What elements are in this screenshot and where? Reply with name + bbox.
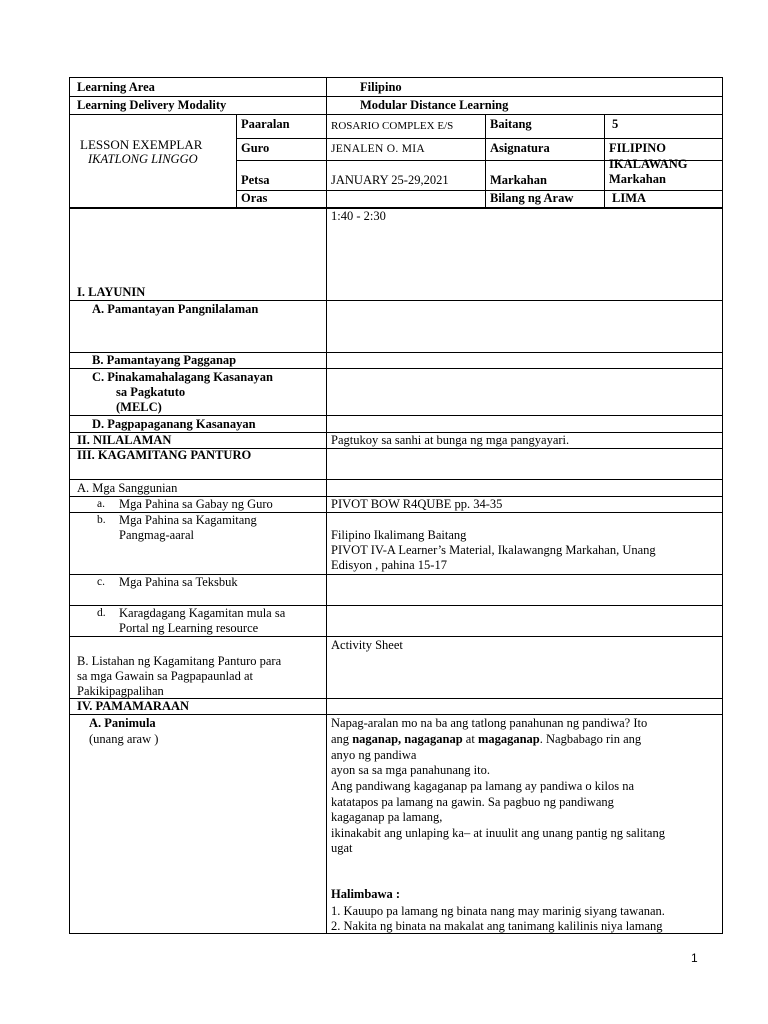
- row-divider: [69, 114, 723, 115]
- row-divider: [69, 96, 723, 97]
- markahan-value-line2: Markahan: [609, 172, 666, 186]
- layunin-d: D. Pagpapaganang Kasanayan: [92, 417, 256, 431]
- baitang-label: Baitang: [490, 117, 532, 131]
- bilang-value: LIMA: [612, 191, 647, 205]
- panimula-sub: (unang araw ): [89, 732, 159, 746]
- panimula-heading: A. Panimula: [89, 716, 156, 730]
- modality-label: Learning Delivery Modality: [77, 98, 227, 112]
- listahan-line3: Pakikipagpalihan: [77, 684, 164, 698]
- nilalaman-heading: II. NILALAMAN: [77, 433, 172, 447]
- sanggunian-d-marker: d.: [97, 607, 106, 619]
- sanggunian-b-marker: b.: [97, 514, 106, 526]
- listahan-value: Activity Sheet: [331, 638, 403, 652]
- sanggunian-c-marker: c.: [97, 576, 105, 588]
- row-divider: [69, 368, 723, 369]
- sanggunian-b-value-line1: Filipino Ikalimang Baitang: [331, 528, 467, 542]
- page-number: 1: [691, 951, 698, 965]
- guro-value: JENALEN O. MIA: [331, 143, 425, 155]
- sanggunian-heading: A. Mga Sanggunian: [77, 481, 178, 495]
- panimula-line7: kagaganap pa lamang,: [331, 810, 443, 824]
- panimula-line1: Napag-aralan mo na ba ang tatlong panahunan ng pandiwa? Ito: [331, 716, 648, 730]
- column-divider: [236, 114, 237, 207]
- row-divider: [236, 138, 723, 139]
- column-divider: [485, 114, 486, 207]
- asignatura-label: Asignatura: [490, 141, 550, 155]
- panimula-line9: ugat: [331, 841, 353, 855]
- example-2: 2. Nakita ng binata na makalat ang tanimang kalilinis niya lamang: [331, 919, 663, 933]
- sanggunian-b-value-line2: PIVOT IV-A Learner’s Material, Ikalawangng Markahan, Unang: [331, 543, 656, 557]
- time-value: 1:40 - 2:30: [331, 209, 386, 223]
- example-1: 1. Kauupo pa lamang ng binata nang may marinig siyang tawanan.: [331, 904, 665, 918]
- paaralan-label: Paaralan: [241, 117, 290, 131]
- paaralan-value: ROSARIO COMPLEX E/S: [331, 120, 454, 132]
- sanggunian-b-line1: Mga Pahina sa Kagamitang: [119, 513, 257, 527]
- nilalaman-value: Pagtukoy sa sanhi at bunga ng mga pangyayari.: [331, 433, 570, 447]
- kagamitan-heading: III. KAGAMITANG PANTURO: [77, 448, 252, 462]
- lesson-week: IKATLONG LINGGO: [88, 152, 198, 166]
- sanggunian-d-line2: Portal ng Learning resource: [119, 621, 259, 635]
- panimula-line8: ikinakabit ang unlaping ka– at inuulit ang unang pantig ng salitang: [331, 826, 665, 840]
- column-divider: [604, 114, 605, 207]
- panimula-line3: anyo ng pandiwa: [331, 748, 417, 762]
- sanggunian-a-marker: a.: [97, 498, 105, 510]
- layunin-c-line3: (MELC): [116, 400, 162, 414]
- petsa-label: Petsa: [241, 173, 270, 187]
- column-divider: [326, 77, 327, 934]
- panimula-line6: katatapos pa lamang na gawin. Sa pagbuo ng pandiwang: [331, 795, 614, 809]
- markahan-value-line1: IKALAWANG: [609, 157, 688, 171]
- sanggunian-c: Mga Pahina sa Teksbuk: [119, 575, 238, 589]
- row-divider: [69, 415, 723, 416]
- row-divider: [69, 207, 723, 209]
- asignatura-value: FILIPINO: [609, 141, 666, 155]
- panimula-line2: ang naganap, nagaganap at magaganap. Nagbabago rin ang: [331, 732, 642, 746]
- layunin-c-line1: C. Pinakamahalagang Kasanayan: [92, 370, 273, 384]
- learning-area-label: Learning Area: [77, 80, 155, 94]
- listahan-line2: sa mga Gawain sa Pagpapaunlad at: [77, 669, 253, 683]
- oras-label: Oras: [241, 191, 268, 205]
- panimula-line5: Ang pandiwang kagaganap pa lamang ay pandiwa o kilos na: [331, 779, 635, 793]
- halimbawa-heading: Halimbawa :: [331, 887, 401, 901]
- layunin-heading: I. LAYUNIN: [77, 285, 146, 299]
- row-divider: [69, 479, 723, 480]
- sanggunian-d-line1: Karagdagang Kagamitan mula sa: [119, 606, 286, 620]
- learning-area-value: Filipino: [360, 80, 402, 94]
- petsa-value: JANUARY 25-29,2021: [331, 173, 449, 187]
- lesson-title: LESSON EXEMPLAR: [80, 137, 203, 152]
- markahan-label: Markahan: [490, 173, 547, 187]
- row-divider: [236, 190, 723, 191]
- pamamaraan-heading: IV. PAMAMARAAN: [77, 699, 190, 713]
- bilang-label: Bilang ng Araw: [490, 191, 574, 205]
- sanggunian-a: Mga Pahina sa Gabay ng Guro: [119, 497, 273, 511]
- sanggunian-b-value-line3: Edisyon , pahina 15-17: [331, 558, 447, 572]
- layunin-b: B. Pamantayang Pagganap: [92, 353, 237, 367]
- sanggunian-b-line2: Pangmag-aaral: [119, 528, 194, 542]
- sanggunian-a-value: PIVOT BOW R4QUBE pp. 34-35: [331, 497, 503, 511]
- baitang-value: 5: [612, 117, 619, 131]
- row-divider: [69, 636, 723, 637]
- row-divider: [69, 714, 723, 715]
- row-divider: [69, 300, 723, 301]
- layunin-a: A. Pamantayan Pangnilalaman: [92, 302, 259, 316]
- layunin-c-line2: sa Pagkatuto: [116, 385, 186, 399]
- listahan-line1: B. Listahan ng Kagamitang Panturo para: [77, 654, 282, 668]
- guro-label: Guro: [241, 141, 270, 155]
- modality-value: Modular Distance Learning: [360, 98, 509, 112]
- panimula-line4: ayon sa sa mga panahunang ito.: [331, 763, 490, 777]
